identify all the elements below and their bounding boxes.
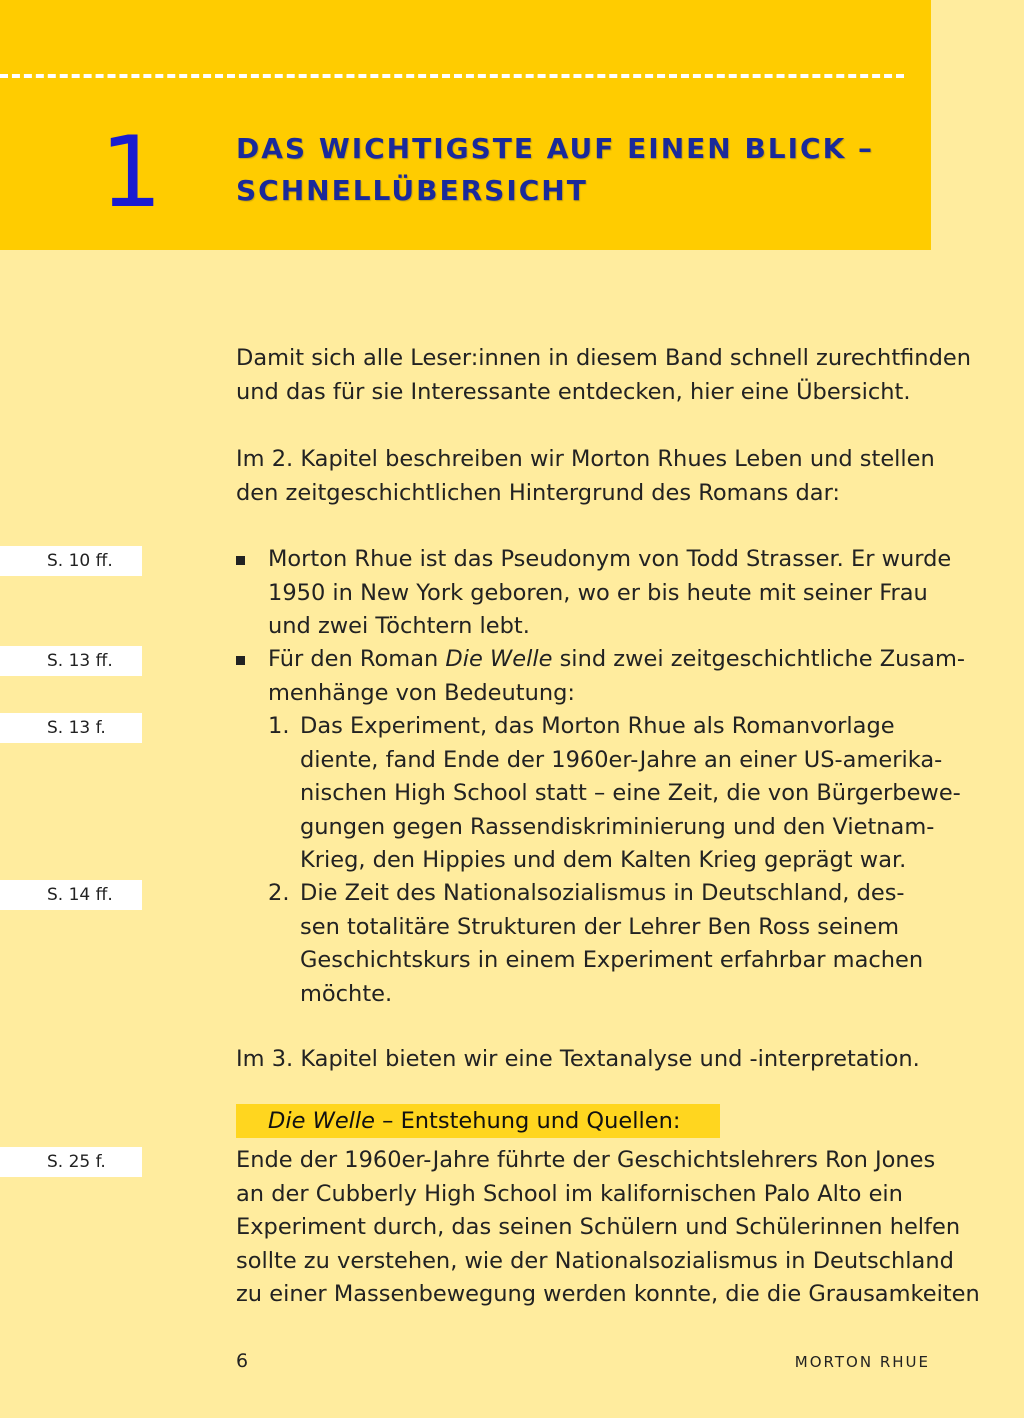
text-line: gungen gegen Rassendiskriminierung und den Vietnam-	[300, 813, 935, 840]
text-line: zu einer Massenbewegung werden konnte, die die Grausamkeiten	[236, 1281, 980, 1307]
text-line: an der Cubberly High School im kalifornischen Palo Alto ein	[236, 1180, 903, 1207]
text-line: Krieg, den Hippies und dem Kalten Krieg geprägt war.	[300, 847, 907, 873]
text-line: nischen High School statt – eine Zeit, die von Bürgerbewe-	[300, 780, 961, 806]
chapter-title-line: SCHNELLÜBERSICHT	[236, 174, 588, 207]
margin-page-ref: S. 13 f.	[0, 713, 142, 743]
bullet-text	[268, 543, 951, 644]
square-bullet-icon	[236, 656, 245, 665]
novel-title: Die Welle	[268, 1108, 376, 1134]
page-number: 6	[236, 1350, 249, 1372]
text-line: sollte zu verstehen, wie der Nationalsozialismus in Deutschland	[236, 1247, 954, 1274]
text-line: diente, fand Ende der 1960er-Jahre an einer US-amerika-	[300, 746, 943, 773]
text-line: 1950 in New York geboren, wo er bis heute mit seiner Frau	[268, 579, 928, 606]
text-line	[268, 643, 965, 677]
text-line: sen totalitäre Strukturen der Lehrer Ben Ross seinem	[300, 913, 900, 940]
text-fragment: Für den Roman	[268, 646, 446, 672]
text-line: möchte.	[300, 980, 393, 1007]
section-heading-text: – Entstehung und Quellen:	[375, 1108, 681, 1134]
square-bullet-icon	[236, 556, 245, 565]
running-footer-author: MORTON RHUE	[794, 1353, 930, 1371]
chapter-title	[236, 128, 874, 212]
text-line: und zwei Töchtern lebt.	[268, 613, 530, 639]
chapter2-paragraph	[236, 443, 936, 510]
margin-page-ref: S. 13 ff.	[0, 646, 142, 676]
margin-page-ref: S. 14 ff.	[0, 880, 142, 910]
text-line: und das für sie Interessante entdecken, hier eine Übersicht.	[236, 378, 911, 405]
intro-paragraph	[236, 342, 971, 409]
item-text	[300, 877, 923, 1011]
text-line: Experiment durch, das seinen Schülern und Schülerinnen helfen	[236, 1214, 961, 1240]
text-line: menhänge von Bedeutung:	[268, 679, 575, 706]
dashed-divider	[0, 74, 904, 78]
text-line: den zeitgeschichtlichen Hintergrund des Romans dar:	[236, 479, 841, 506]
novel-title: Die Welle	[445, 646, 553, 672]
text-line: Im 2. Kapitel beschreiben wir Morton Rhues Leben und stellen	[236, 446, 935, 472]
item-number: 1.	[268, 713, 290, 739]
text-fragment: sind zwei zeitgeschichtliche Zusam-	[552, 646, 965, 672]
text-line: Damit sich alle Leser:innen in diesem Band schnell zurechtfinden	[236, 345, 971, 371]
text-line: Morton Rhue ist das Pseudonym von Todd Strasser. Er wurde	[268, 546, 952, 572]
margin-page-ref: S. 10 ff.	[0, 546, 142, 576]
text-line: Das Experiment, das Morton Rhue als Romanvorlage	[300, 713, 895, 739]
text-line: Geschichtskurs in einem Experiment erfahrbar machen	[300, 947, 924, 973]
item-text	[300, 710, 961, 878]
chapter-title-line: DAS WICHTIGSTE AUF EINEN BLICK –	[236, 132, 875, 165]
margin-page-ref: S. 25 f.	[0, 1147, 142, 1177]
section-body-paragraph	[236, 1144, 980, 1312]
text-line: Die Zeit des Nationalsozialismus in Deutschland, des-	[300, 880, 905, 906]
text-line: Ende der 1960er-Jahre führte der Geschichtslehrers Ron Jones	[236, 1147, 936, 1173]
section-heading	[236, 1104, 720, 1138]
item-number: 2.	[268, 880, 290, 906]
chapter-number: 1	[100, 116, 163, 230]
chapter3-paragraph: Im 3. Kapitel bieten wir eine Textanalyse und -interpretation.	[236, 1046, 920, 1072]
bullet-text	[268, 643, 965, 710]
